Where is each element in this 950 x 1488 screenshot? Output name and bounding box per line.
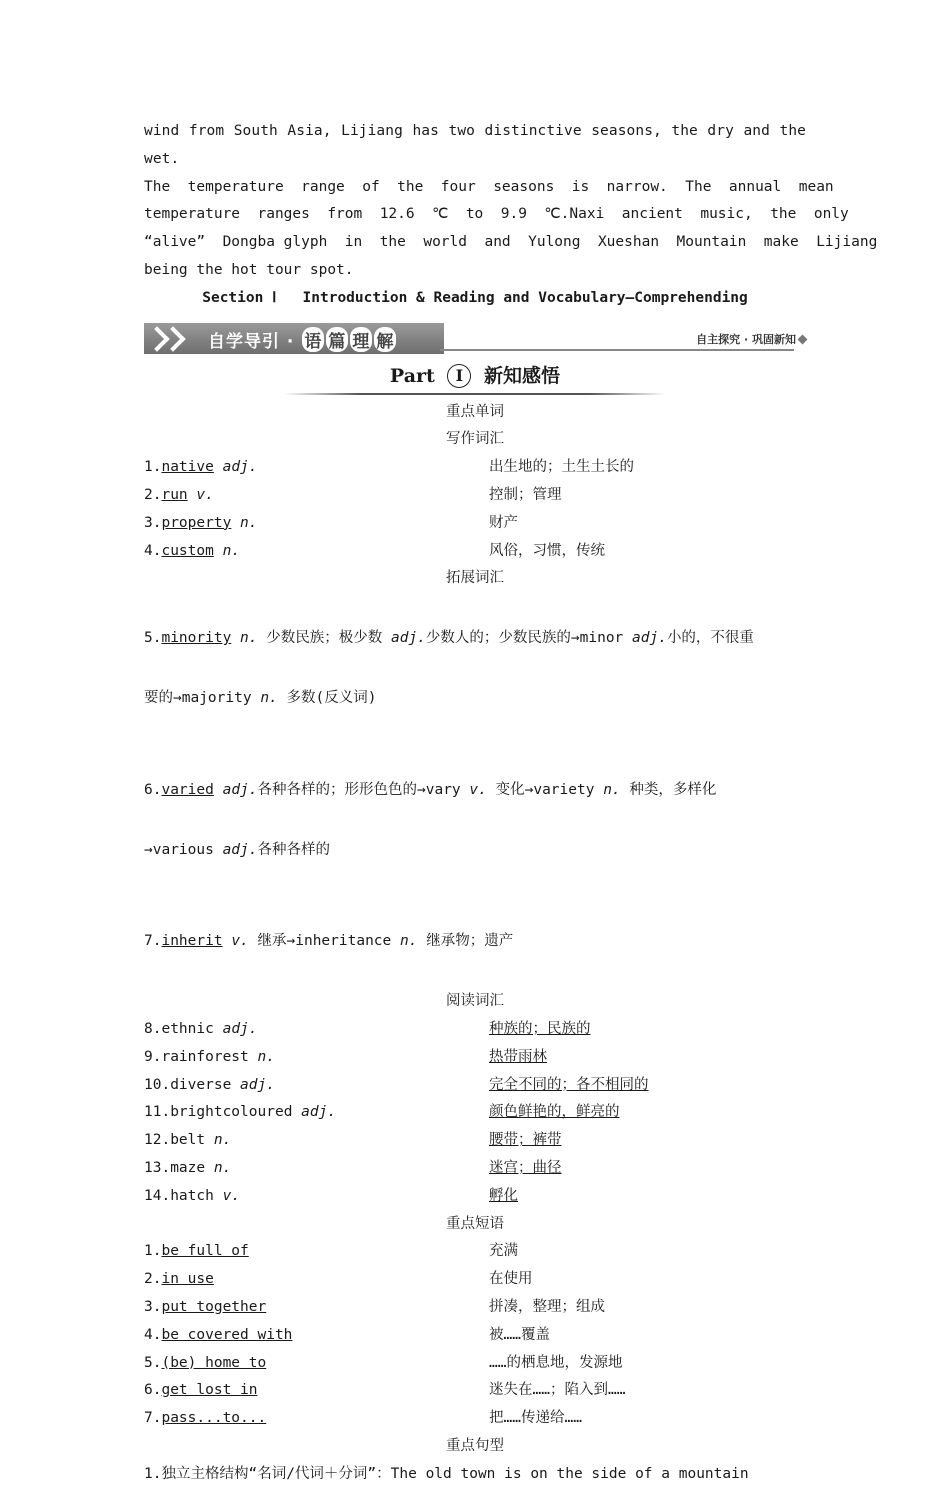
- list-item: 10.diverse adj. 完全不同的；各不相同的: [144, 1076, 649, 1093]
- vocab-word: inherit: [161, 933, 223, 950]
- vocab-word: diverse: [170, 1076, 232, 1093]
- list-item: 4.custom n. 风俗，习惯，传统: [144, 538, 806, 566]
- list-item: 3.property n. 财产: [144, 510, 806, 538]
- list-item: 2.run v. 控制；管理: [144, 482, 806, 510]
- banner-title: [208, 327, 397, 352]
- banner-char: 语: [302, 327, 324, 352]
- intro-line: being the hot tour spot.: [144, 261, 354, 278]
- list-item: 1.native adj. 出生地的；土生土长的: [144, 454, 806, 482]
- phrase: in use: [161, 1271, 214, 1288]
- banner-rule: [440, 349, 794, 351]
- heading-key-sentences: 重点句型: [446, 1437, 504, 1454]
- list-item: 9.rainforest n. 热带雨林: [144, 1048, 547, 1065]
- vocab-meaning: 孵化: [489, 1187, 518, 1204]
- section-banner: [144, 323, 806, 355]
- heading-key-phrases: 重点短语: [446, 1215, 504, 1232]
- part-number-badge: Ⅰ: [447, 364, 471, 388]
- vocab-word: maze: [170, 1159, 206, 1176]
- vocab-word: rainforest: [161, 1048, 249, 1065]
- section-title: Section Ⅰ Introduction & Reading and Vocabulary—Comprehending: [202, 289, 748, 306]
- writing-words-list: [144, 454, 806, 565]
- list-item: 2.in use 在使用: [144, 1266, 806, 1294]
- list-item: 8.ethnic adj. 种族的；民族的: [144, 1020, 591, 1037]
- phrase: be covered with: [161, 1326, 293, 1343]
- list-item: 3.put together 拼凑，整理；组成: [144, 1294, 806, 1322]
- phrase-meaning: 拼凑，整理；组成: [489, 1298, 605, 1315]
- document-page: [144, 118, 878, 1488]
- part-rule: [284, 393, 666, 395]
- list-item: 6.varied adj.各种各样的；形形色色的→vary v. 变化→variety n. 种类，多样化 →various adj.各种各样的: [144, 781, 717, 858]
- phrase-meaning: 充满: [489, 1243, 518, 1260]
- phrase: put together: [161, 1298, 267, 1315]
- phrase: get lost in: [161, 1382, 258, 1399]
- vocab-word: minority: [161, 630, 232, 647]
- banner-char: 解: [374, 327, 396, 352]
- vocab-word: belt: [170, 1132, 206, 1149]
- extended-words-list: [144, 593, 806, 988]
- vocab-meaning: 颜色鲜艳的，鲜亮的: [489, 1104, 620, 1121]
- reading-words-list: [144, 1016, 806, 1211]
- banner-title-a: 自学导引: [208, 331, 280, 352]
- list-item: 7.inherit v. 继承→inheritance n. 继承物；遗产: [144, 933, 514, 950]
- banner-subtitle: 自主探究 · 巩固新知: [696, 332, 796, 346]
- vocab-meaning: 迷宫；曲径: [489, 1159, 562, 1176]
- phrase-meaning: ……的栖息地，发源地: [489, 1354, 623, 1371]
- double-chevron-icon: [148, 325, 192, 353]
- list-item: 13.maze n. 迷宫；曲径: [144, 1159, 562, 1176]
- vocab-meaning: 财产: [489, 514, 518, 531]
- vocab-meaning: 腰带；裤带: [489, 1132, 562, 1149]
- heading-key-words: 重点单词: [446, 403, 504, 420]
- sentence-pattern: 1.独立主格结构“名词/代词＋分词”：The old town is on the side of a mountain: [144, 1465, 749, 1482]
- vocab-word: hatch: [170, 1187, 214, 1204]
- phrase-meaning: 在使用: [489, 1271, 533, 1288]
- list-item: 7.pass...to... 把……传递给……: [144, 1405, 806, 1433]
- part-word: Part: [389, 364, 435, 387]
- list-item: 14.hatch v. 孵化: [144, 1187, 518, 1204]
- vocab-word: brightcoloured: [170, 1104, 293, 1121]
- vocab-meaning: 出生地的；土生土长的: [489, 459, 634, 476]
- vocab-word: run: [161, 486, 188, 503]
- vocab-word: native: [161, 459, 214, 476]
- phrase-meaning: 被……覆盖: [489, 1326, 550, 1343]
- vocab-meaning: 热带雨林: [489, 1048, 547, 1065]
- vocab-meaning: 控制；管理: [489, 486, 562, 503]
- phrase: be full of: [161, 1243, 249, 1260]
- intro-line: wind from South Asia, Lijiang has two distinctive seasons, the dry and the wet.: [144, 123, 806, 167]
- list-item: 5.minority n. 少数民族；极少数 adj.少数人的；少数民族的→minor adj.小的，不很重 要的→majority n. 多数(反义词): [144, 630, 754, 706]
- intro-paragraph: [144, 118, 878, 285]
- list-item: 1.be full of 充满: [144, 1238, 806, 1266]
- heading-reading-vocab: 阅读词汇: [446, 993, 504, 1010]
- banner-char: 篇: [326, 327, 348, 352]
- vocab-word: property: [161, 514, 232, 531]
- vocab-meaning: 风俗，习惯，传统: [489, 542, 605, 559]
- vocab-meaning: 完全不同的；各不相同的: [489, 1076, 649, 1093]
- heading-writing-vocab: 写作词汇: [446, 431, 504, 448]
- banner-dot: ·: [286, 331, 295, 352]
- intro-line: temperature ranges from 12.6 ℃ to 9.9 ℃.Naxi ancient music, the only: [144, 206, 849, 223]
- phrase: pass...to...: [161, 1410, 267, 1427]
- part-heading: [144, 359, 806, 399]
- list-item: 12.belt n. 腰带；裤带: [144, 1132, 562, 1149]
- phrases-list: [144, 1238, 806, 1433]
- list-item: 11.brightcoloured adj. 颜色鲜艳的，鲜亮的: [144, 1104, 620, 1121]
- list-item: 4.be covered with 被……覆盖: [144, 1322, 806, 1350]
- phrase-meaning: 把……传递给……: [489, 1410, 582, 1427]
- phrase-meaning: 迷失在……；陷入到……: [489, 1382, 626, 1399]
- heading-extended-vocab: 拓展词汇: [446, 570, 504, 587]
- banner-char: 理: [350, 327, 372, 352]
- part-title: 新知感悟: [484, 364, 561, 387]
- vocab-meaning: 种族的；民族的: [489, 1020, 591, 1037]
- vocab-word: ethnic: [161, 1020, 214, 1037]
- list-item: 6.get lost in 迷失在……；陷入到……: [144, 1377, 806, 1405]
- diamond-icon: [798, 334, 808, 344]
- vocab-word: custom: [161, 542, 214, 559]
- phrase: (be) home to: [161, 1354, 267, 1371]
- intro-line: The temperature range of the four seasons is narrow. The annual mean: [144, 178, 834, 195]
- list-item: 5.(be) home to ……的栖息地，发源地: [144, 1350, 806, 1378]
- intro-line: “alive” Dongba glyph in the world and Yulong Xueshan Mountain make Lijiang: [144, 234, 878, 251]
- vocab-word: varied: [161, 781, 214, 798]
